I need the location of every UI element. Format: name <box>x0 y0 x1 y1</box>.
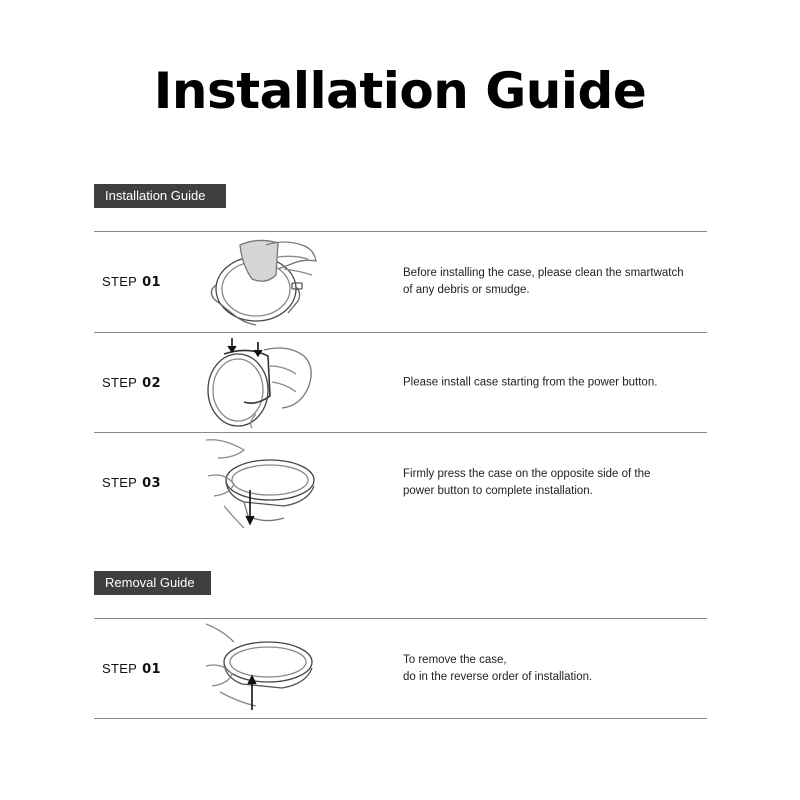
installation-step-3 <box>94 432 707 532</box>
description-line: Please install case starting from the power button. <box>403 376 658 388</box>
step-word: STEP <box>102 660 138 676</box>
description-line: of any debris or smudge. <box>403 284 530 296</box>
install-case-power-button-icon <box>204 336 324 430</box>
page-title: Installation Guide <box>153 62 647 120</box>
description-line: To remove the case, <box>403 653 507 666</box>
description-line: Before installing the case, please clean the smartwatch <box>403 267 684 279</box>
description-line: Firmly press the case on the opposite side of the <box>403 467 651 480</box>
wipe-watch-icon <box>204 235 324 329</box>
remove-case-icon <box>204 622 324 716</box>
step-label <box>102 274 161 290</box>
step-description <box>403 374 703 391</box>
step-number: 01 <box>142 275 161 290</box>
description-line: do in the reverse order of installation. <box>403 670 593 683</box>
step-description <box>403 265 703 299</box>
step-label <box>102 475 161 491</box>
step-description <box>403 652 703 686</box>
step-number: 01 <box>142 661 161 677</box>
press-case-icon <box>204 436 324 530</box>
installation-step-2 <box>94 332 707 432</box>
removal-section-label: Removal Guide <box>94 571 211 595</box>
installation-section-label: Installation Guide <box>94 184 226 208</box>
description-line: power button to complete installation. <box>403 484 593 497</box>
step-word: STEP <box>102 274 138 289</box>
installation-step-1 <box>94 231 707 332</box>
step-description <box>403 466 703 500</box>
step-label <box>102 661 161 677</box>
step-number: 03 <box>142 475 161 491</box>
step-word: STEP <box>102 474 138 490</box>
step-label <box>102 375 161 391</box>
step-number: 02 <box>142 375 161 391</box>
removal-step-1 <box>94 618 707 719</box>
step-word: STEP <box>102 374 138 390</box>
